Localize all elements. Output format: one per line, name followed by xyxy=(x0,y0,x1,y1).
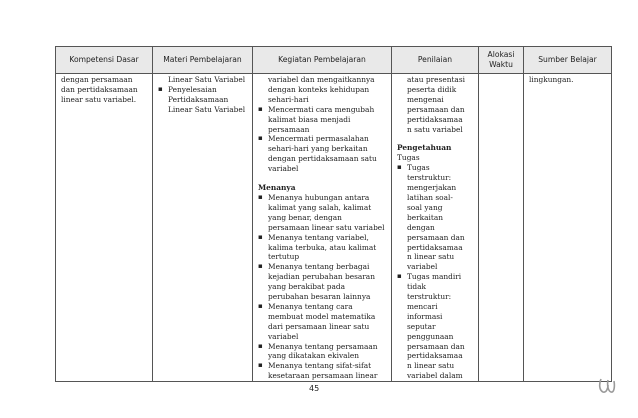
header-alokasi-waktu: Alokasi Waktu xyxy=(479,47,524,74)
list-item: ▪ Mencermati cara mengubah kalimat biasa menjadi persamaan xyxy=(258,105,388,135)
materi-list xyxy=(158,85,249,115)
header-kompetensi-dasar: Kompetensi Dasar xyxy=(56,47,153,74)
publisher-logo-icon xyxy=(596,375,618,397)
header-materi-pembelajaran: Materi Pembelajaran xyxy=(153,47,253,74)
list-item: ▪ Mencermati permasalahan sehari-hari yang berkaitan dengan pertidaksamaan satu variabel xyxy=(258,134,388,174)
syllabus-table xyxy=(55,46,612,382)
cell-penilaian xyxy=(392,74,479,382)
header-kegiatan-pembelajaran: Kegiatan Pembelajaran xyxy=(253,47,392,74)
kegiatan-text: variabel dan mengaitkannya dengan konteks kehidupan sehari-hari xyxy=(268,75,375,104)
cell-kegiatan xyxy=(253,74,392,382)
penilaian-list xyxy=(397,163,475,381)
page-number: 45 xyxy=(309,384,320,393)
list-item: ▪ Tugas mandiri tidak terstruktur: mencari informasi seputar penggunaan persamaan dan pertidaksamaa n linear satu variabel dalam xyxy=(397,272,475,381)
table-header-row xyxy=(56,47,612,74)
list-item: ▪ Menanya tentang variabel, kalima terbuka, atau kalimat tertutup xyxy=(258,233,388,263)
header-penilaian: Penilaian xyxy=(392,47,479,74)
cell-materi xyxy=(153,74,253,382)
menanya-heading: Menanya xyxy=(258,183,296,193)
pengetahuan-heading: Pengetahuan xyxy=(397,143,452,153)
list-item: ▪ Menanya tentang persamaan yang dikatakan ekivalen xyxy=(258,342,388,362)
menanya-list xyxy=(258,193,388,381)
kd-text: dengan persamaan dan pertidaksamaan linear satu variabel. xyxy=(61,75,138,104)
header-sumber-belajar: Sumber Belajar xyxy=(524,47,612,74)
list-item: ▪ Menanya tentang cara membuat model matematika dari persamaan linear satu variabel xyxy=(258,302,388,342)
cell-sumber-belajar xyxy=(524,74,612,382)
list-item: ▪ Menanya tentang berbagai kejadian perubahan besaran yang berakibat pada perubahan besaran lainnya xyxy=(258,262,388,302)
materi-text: Linear Satu Variabel xyxy=(168,75,246,84)
kegiatan-list xyxy=(258,105,388,174)
tugas-label: Tugas xyxy=(397,153,420,163)
penilaian-text: atau presentasi peserta didik mengenai persamaan dan pertidaksamaa n satu variabel xyxy=(407,75,465,134)
sumber-text: lingkungan. xyxy=(529,75,574,84)
cell-kompetensi-dasar xyxy=(56,74,153,382)
list-item: ▪ Menanya tentang sifat-sifat kesetaraan persamaan linear xyxy=(258,361,388,381)
list-item: ▪ Tugas terstruktur: mengerjakan latihan soal- soal yang berkaitan dengan persamaan dan pertidaksamaa n linear satu variabel xyxy=(397,163,475,272)
list-item: ▪ Penyelesaian Pertidaksamaan Linear Satu Variabel xyxy=(158,85,249,115)
list-item: ▪ Menanya hubungan antara kalimat yang salah, kalimat yang benar, dengan persamaan linear satu variabel xyxy=(258,193,388,233)
table-row xyxy=(56,74,612,382)
cell-alokasi-waktu xyxy=(479,74,524,382)
